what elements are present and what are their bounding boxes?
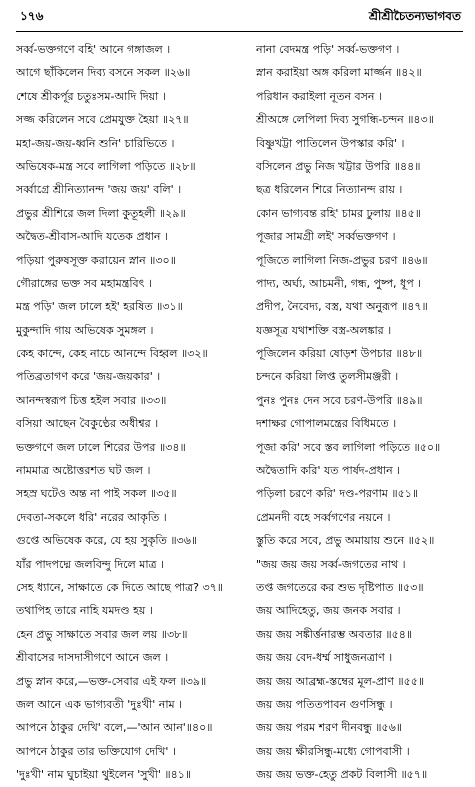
verse-line: জয় জয় বেদ-ধর্ম্ম সাধুজনত্রাণ । bbox=[256, 651, 393, 665]
verse-line: সেহ ধ্যানে, সাক্ষাতে কে দিতে আছে পাত্র? ৩৭॥ bbox=[16, 580, 224, 594]
verse-line: জয় জয় ক্ষীরসিন্ধু-মধ্যে গোপবাসী । bbox=[256, 744, 410, 758]
verse-line: অদ্বৈতাদি করি' যত পার্ষদ-প্রধান । bbox=[256, 464, 401, 478]
verse-line: আগে ছাঁকিলেন দিব্য বসনে সকল ॥২৬॥ bbox=[16, 66, 191, 80]
verse-line: প্রভুর শ্রীশিরে জল দিলা কুতূহলী ॥২৯॥ bbox=[16, 206, 186, 220]
verse-line: দেবতা-সকলে ধরি' নরের আকৃতি । bbox=[16, 510, 167, 524]
verse-line: যজ্ঞসূত্র যথাশক্তি বস্ত্র-অলঙ্কার । bbox=[256, 323, 392, 337]
verse-line: পাদ্য, অর্ঘ্য, আচমনী, গন্ধ, পুষ্প, ধূপ । bbox=[256, 276, 422, 290]
verse-line: শ্রীঅঙ্গে লেপিলা দিব্য সুগন্ধি-চন্দন ॥৪৩॥ bbox=[256, 113, 434, 127]
verse-line: পতিব্রতাগণ করে 'জয়-জয়কার' । bbox=[16, 370, 161, 384]
verse-line: হেন প্রভু সাক্ষাতে সবার জল লয় ॥৩৮॥ bbox=[16, 627, 188, 641]
verse-line: সর্ব্ব-ভক্তগণে বহি' আনে গঙ্গাজল । bbox=[16, 43, 171, 56]
verse-columns bbox=[16, 32, 463, 787]
page-header bbox=[16, 4, 463, 32]
verse-line: অভিষেক-মন্ত্র সবে লাগিলা পড়িতে ॥২৮॥ bbox=[16, 159, 196, 173]
verse-line: "জয় জয় জয় সর্ব্ব-জগতের নাথ । bbox=[256, 557, 406, 571]
verse-line: সর্ব্বাগ্রে শ্রীনিত্যানন্দ 'জয় জয়' বলি' । bbox=[16, 183, 182, 197]
verse-line: আপনে ঠাকুর দেখি' বলে,—'আন আন'॥৪০॥ bbox=[16, 721, 213, 735]
verse-line: সজ্জ করিলেন সবে প্রেমযুক্ত হৈয়া ॥২৭॥ bbox=[16, 113, 189, 127]
verse-line: স্নান করাইয়া অঙ্গ করিলা মার্জ্জন ॥৪২॥ bbox=[256, 66, 422, 80]
verse-line: তথাপিহ তারে নাহি যমদণ্ড হয় । bbox=[16, 604, 153, 618]
verse-line: যাঁর পাদপদ্মে জলবিন্দু দিলে মাত্র । bbox=[16, 557, 165, 571]
verse-line: জয় জয় পতিতপাবন গুণসিন্ধু । bbox=[256, 697, 393, 711]
verse-line: জল আনে এক ভাগ্যবতী 'দুঃখী' নাম । bbox=[16, 697, 183, 711]
verse-line: নামমাত্র অষ্টোত্তরশত ঘট জল । bbox=[16, 464, 151, 478]
verse-line: বসিলেন প্রভু নিজ খট্টার উপরি ॥৪৪॥ bbox=[256, 159, 421, 173]
verse-line: গুপ্তে অভিষেক করে, যে হয় সুকৃতি ॥৩৬॥ bbox=[16, 534, 198, 548]
verse-line: তপ্ত জগতেরে কর শুভ দৃষ্টিপাত ॥৫৩॥ bbox=[256, 580, 424, 594]
right-column bbox=[256, 38, 460, 787]
verse-line: জয় আদিহেতু, জয় জনক সবার । bbox=[256, 604, 401, 618]
verse-line: প্রদীপ, নৈবেদ্য, বস্ত্র, যথা অনুরূপ ॥৪৭॥ bbox=[256, 300, 428, 314]
verse-line: জয় জয় পরম শরণ দীনবন্ধু ॥৫৬॥ bbox=[256, 721, 403, 735]
verse-line: কোন ভাগ্যবন্ত রহি' চামর ঢুলায় ॥৪৫॥ bbox=[256, 206, 421, 220]
verse-line: 'দুঃখী' নাম ঘুচাইয়া থুইলেন 'সুখী' ॥৪১॥ bbox=[16, 768, 192, 782]
verse-line: পুনঃ পুনঃ দেন সবে চরণ-উপরি ॥৪৯॥ bbox=[256, 393, 423, 407]
verse-line: শেষে শ্রীকর্পূর চতুঃসম-আদি দিয়া । bbox=[16, 89, 166, 103]
verse-line: পূজার সামগ্রী লই' সর্ব্বভক্তগণ । bbox=[256, 230, 396, 244]
verse-line: সহস্র ঘটেও অন্ত না পাই সকল ॥৩৫॥ bbox=[16, 487, 177, 501]
verse-line: পড়িলা চরণে করি' দণ্ড-পরণাম ॥৫১॥ bbox=[256, 487, 419, 501]
verse-line: বসিয়া আছেন বৈকুণ্ঠের অধীশ্বর । bbox=[16, 417, 159, 431]
verse-line: শ্রীবাসের দাসদাসীগণে আনে জল । bbox=[16, 651, 169, 665]
verse-line: নানা বেদমন্ত্র পড়ি' সর্ব্ব-ভক্তগণ । bbox=[256, 43, 400, 56]
verse-line: মুকুন্দাদি গায় অভিষেক সুমঙ্গল । bbox=[16, 323, 154, 337]
verse-line: গৌরাঙ্গের ভক্ত সব মহামন্ত্রবিৎ । bbox=[16, 276, 152, 290]
verse-line: দশাক্ষর গোপালমন্ত্রের বিধিমতে । bbox=[256, 417, 397, 431]
verse-line: পড়িয়া পুরুষসূক্ত করায়েন স্নান ॥৩০॥ bbox=[16, 253, 176, 267]
page-number: ১৭৬ bbox=[20, 9, 44, 23]
verse-line: স্তুতি করে সবে, প্রভু অমায়ায় শুনে ॥৫২॥ bbox=[256, 534, 435, 548]
verse-line: কেহ কান্দে, কেহ নাচে আনন্দে বিহ্বল ॥৩২॥ bbox=[16, 347, 208, 361]
left-column bbox=[16, 38, 248, 787]
verse-line: পূজিতে লাগিলা নিজ-প্রভুর চরণ ॥৪৬॥ bbox=[256, 253, 428, 267]
verse-line: চন্দনে করিয়া লিপ্ত তুলসীমঞ্জরী । bbox=[256, 370, 399, 384]
verse-line: আপনে ঠাকুর তার ভক্তিযোগ দেখি' । bbox=[16, 744, 176, 758]
verse-line: ছত্র ধরিলেন শিরে নিত্যানন্দ রায় । bbox=[256, 183, 403, 197]
running-title: শ্রীশ্রীচৈতন্যভাগবত bbox=[368, 9, 461, 23]
verse-line: প্রেমনদী বহে সর্ব্বগণের নয়নে । bbox=[256, 510, 391, 524]
verse-line: বিষ্ণুখট্টা পাতিলেন উপস্কার করি' । bbox=[256, 136, 405, 150]
verse-line: প্রভু স্নান করে,—ভক্ত-সেবার এই ফল ॥৩৯॥ bbox=[16, 674, 207, 688]
verse-line: পূজা করি' সবে স্তব লাগিলা পড়িতে ॥৫০॥ bbox=[256, 440, 441, 454]
verse-line: অদ্বৈত-শ্রীবাস-আদি যতেক প্রধান । bbox=[16, 230, 168, 244]
verse-line: পরিধান করাইলা নূতন বসন । bbox=[256, 89, 382, 103]
verse-line: আনন্দস্বরূপ চিত্ত হইল সবার ॥৩৩॥ bbox=[16, 393, 167, 407]
verse-line: ভক্তগণে জল ঢালে শিরের উপর ॥৩৪॥ bbox=[16, 440, 186, 454]
verse-line: পূজিলেন করিয়া ষোড়শ উপচার ॥৪৮॥ bbox=[256, 347, 423, 361]
verse-line: মহা-জয়-জয়-ধ্বনি শুনি' চারিভিতে । bbox=[16, 136, 175, 150]
verse-line: মন্ত্র পড়ি' জল ঢালে হই' হরষিত ॥৩১॥ bbox=[16, 300, 183, 314]
verse-line: জয় জয় ভক্ত-হেতু প্রকট বিলাসী ॥৫৭॥ bbox=[256, 768, 428, 782]
verse-line: জয় জয় সঙ্কীর্ত্তনারম্ভ অবতার ॥৫৪॥ bbox=[256, 627, 413, 641]
verse-line: জয় জয় আব্রহ্ম-স্তম্বের মূল-প্রাণ ॥৫৫॥ bbox=[256, 674, 425, 688]
